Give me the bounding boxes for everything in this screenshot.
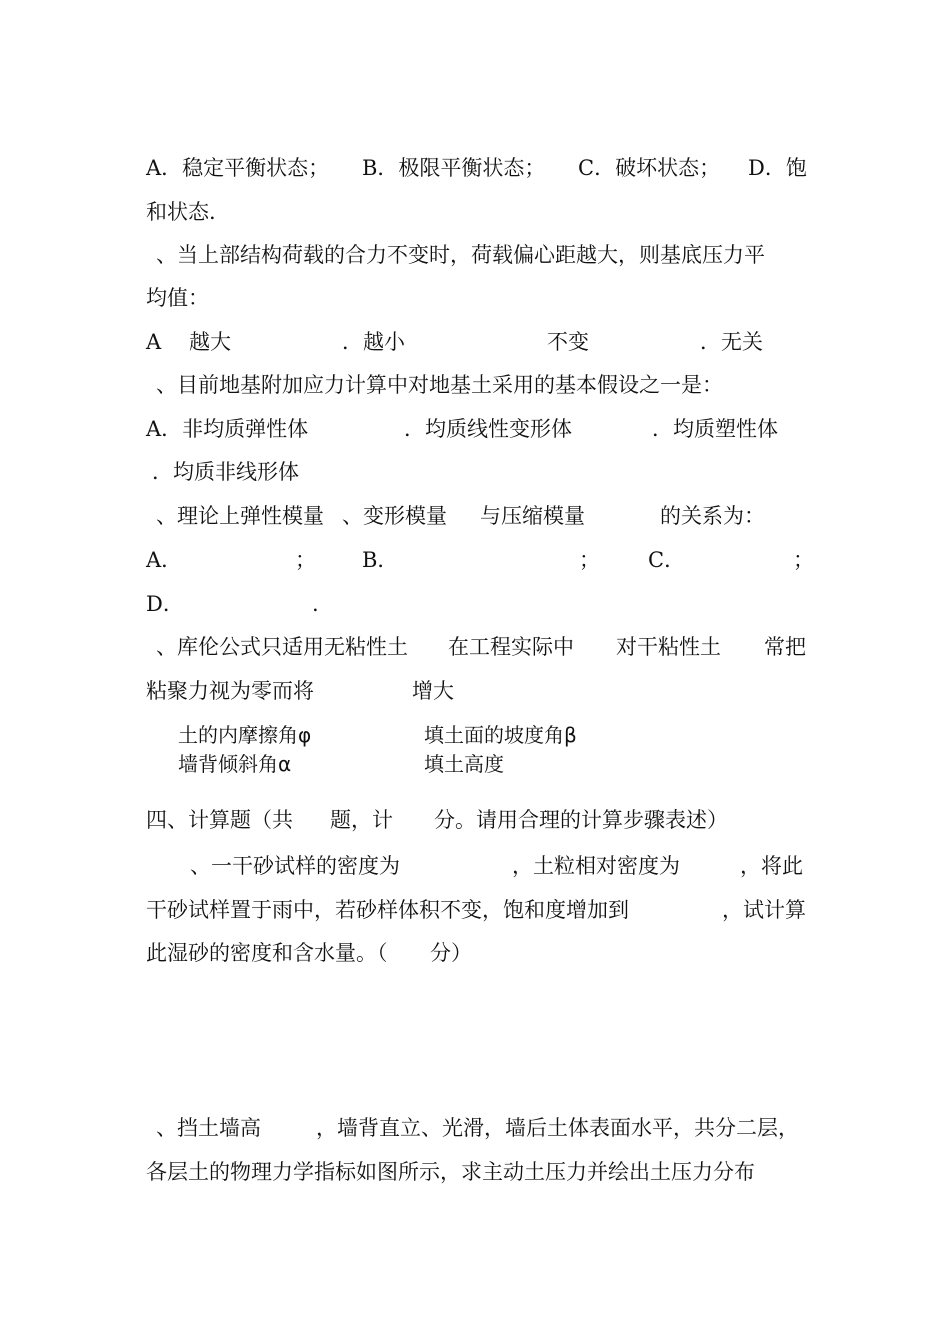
- calc1-line2-a: 干砂试样置于雨中，若砂样体积不变，饱和度增加到: [146, 898, 629, 922]
- q5-option-c: 墙背倾斜角α: [178, 752, 292, 776]
- calc1-line1-c: ，将此: [740, 854, 803, 878]
- q1-option-a: A．稳定平衡状态；: [146, 156, 330, 180]
- section4-title-b: 题，计: [330, 808, 393, 832]
- q2-option-d: ．无关: [700, 330, 763, 354]
- q4-option-b-end: ；: [579, 548, 600, 572]
- q4-stem-part1: 、理论上弹性模量: [156, 504, 324, 528]
- q3-option-a: A．非均质弹性体: [146, 417, 309, 441]
- q2-option-b: ．越小: [342, 330, 405, 354]
- q3-option-c: ．均质塑性体: [652, 417, 778, 441]
- q4-stem-part4: 的关系为：: [660, 504, 765, 528]
- q3-stem: 、目前地基附加应力计算中对地基土采用的基本假设之一是：: [156, 373, 723, 397]
- q4-option-c-end: ；: [793, 548, 814, 572]
- q1-option-d: D．饱: [748, 156, 807, 180]
- q4-stem-part2: 、变形模量: [342, 504, 447, 528]
- q1-option-b: B．极限平衡状态；: [362, 156, 546, 180]
- q3-option-b: ．均质线性变形体: [404, 417, 572, 441]
- q2-stem-line1: 、当上部结构荷载的合力不变时，荷载偏心距越大，则基底压力平: [156, 243, 765, 267]
- q5-stem-line1-b: 在工程实际中: [448, 635, 574, 659]
- calc1-line1-a: 、一干砂试样的密度为: [190, 854, 400, 878]
- calc1-line1-b: ，土粒相对密度为: [512, 854, 680, 878]
- q5-option-a: 土的内摩擦角φ: [178, 723, 312, 747]
- q4-option-d: D．: [146, 592, 184, 616]
- calc1-line2-b: ，试计算: [722, 898, 806, 922]
- q4-option-a-end: ；: [295, 548, 316, 572]
- section4-title-a: 四、计算题（共: [146, 808, 293, 832]
- q5-stem-line1-d: 常把: [764, 635, 806, 659]
- q4-option-c: C．: [648, 548, 686, 572]
- section4-title-c: 分。请用合理的计算步骤表述）: [434, 808, 728, 832]
- q2-option-c: 不变: [547, 330, 589, 354]
- q4-stem-part3: 与压缩模量: [480, 504, 585, 528]
- q5-stem-line1-a: 、库伦公式只适用无粘性土: [156, 635, 408, 659]
- q4-option-a: A．: [146, 548, 183, 572]
- q1-option-c: C．破坏状态；: [578, 156, 721, 180]
- q4-option-b: B．: [362, 548, 399, 572]
- q4-option-d-end: .: [312, 592, 319, 616]
- calc2-line2: 各层土的物理力学指标如图所示，求主动土压力并绘出土压力分布: [146, 1160, 755, 1184]
- calc2-line1-b: ，墙背直立、光滑，墙后土体表面水平，共分二层，: [316, 1116, 799, 1140]
- q1-option-d-cont: 和状态.: [146, 200, 216, 224]
- q5-option-b: 填土面的坡度角β: [424, 723, 577, 747]
- q2-option-a-letter: A: [146, 330, 162, 354]
- calc1-line3-b: 分）: [430, 941, 472, 965]
- q5-stem-line1-c: 对干粘性土: [616, 635, 721, 659]
- q2-stem-line2: 均值：: [146, 286, 209, 310]
- q5-option-d: 填土高度: [424, 752, 504, 776]
- q5-stem-line2-b: 增大: [412, 679, 454, 703]
- q5-stem-line2-a: 粘聚力视为零而将: [146, 679, 314, 703]
- calc1-line3-a: 此湿砂的密度和含水量。（: [146, 941, 388, 965]
- q3-option-d: ．均质非线形体: [152, 460, 299, 484]
- calc2-line1-a: 、挡土墙高: [156, 1116, 261, 1140]
- q2-option-a: 越大: [189, 330, 231, 354]
